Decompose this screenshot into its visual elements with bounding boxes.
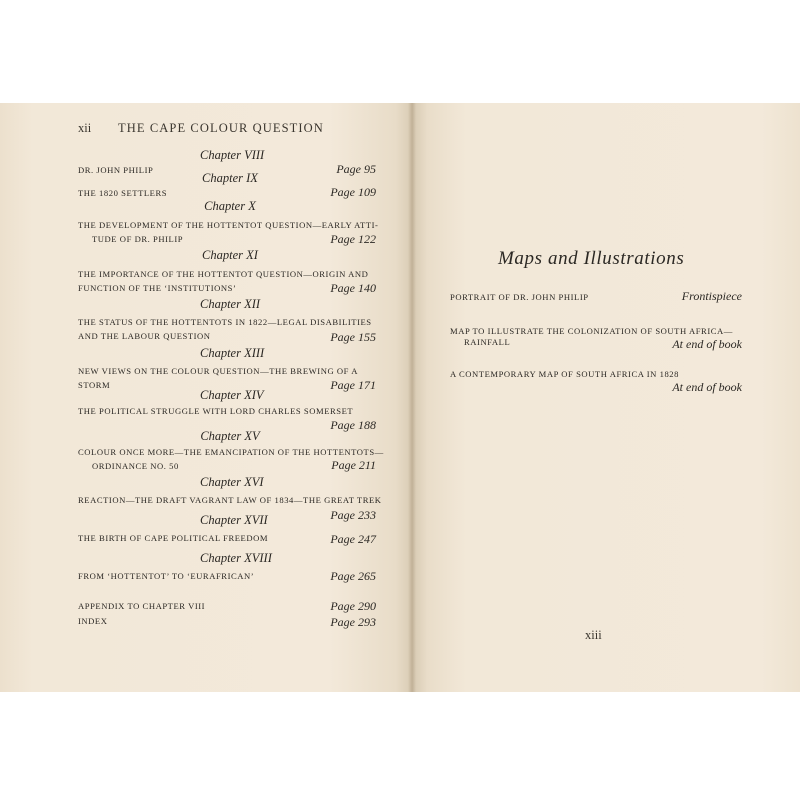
chapter-title-line: FROM ‘HOTTENTOT’ TO ‘EURAFRICAN’	[78, 571, 255, 581]
illustration-location: At end of book	[672, 337, 742, 351]
chapter-title-line: ORDINANCE NO. 50	[92, 461, 179, 471]
chapter-title-line: THE STATUS OF THE HOTTENTOTS IN 1822—LEGAL DISABILITIES	[78, 317, 372, 327]
page-title: Maps and Illustrations	[498, 248, 685, 269]
illustration-line: PORTRAIT OF DR. JOHN PHILIP	[450, 292, 589, 302]
chapter-title-line: THE DEVELOPMENT OF THE HOTTENTOT QUESTION—EARLY ATTI-	[78, 220, 379, 230]
chapter-heading: Chapter X	[204, 199, 256, 213]
page-number: Page 293	[330, 615, 376, 629]
chapter-title-line: COLOUR ONCE MORE—THE EMANCIPATION OF THE HOTTENTOTS—	[78, 447, 384, 457]
chapter-title-line: FUNCTION OF THE ‘INSTITUTIONS’	[78, 283, 237, 293]
page-number: Page 171	[330, 378, 376, 392]
page-number: Page 109	[330, 185, 376, 199]
page-number: Page 95	[336, 162, 376, 176]
running-head: THE CAPE COLOUR QUESTION	[118, 121, 324, 135]
illustration-location: Frontispiece	[681, 289, 742, 303]
appendix-label: APPENDIX TO CHAPTER VIII	[78, 601, 206, 611]
chapter-heading: Chapter XVIII	[200, 551, 272, 565]
book-spread	[0, 103, 800, 692]
illustration-location: At end of book	[672, 380, 742, 394]
chapter-heading: Chapter XIV	[200, 388, 264, 402]
page-number: Page 233	[330, 508, 376, 522]
chapter-heading: Chapter XV	[200, 429, 260, 443]
left-folio: xii	[78, 121, 92, 135]
chapter-heading: Chapter XVI	[200, 475, 264, 489]
chapter-heading: Chapter XVII	[200, 513, 268, 527]
chapter-title-line: NEW VIEWS ON THE COLOUR QUESTION—THE BREWING OF A	[78, 366, 358, 376]
chapter-title-line: AND THE LABOUR QUESTION	[78, 331, 211, 341]
chapter-title-line: THE IMPORTANCE OF THE HOTTENTOT QUESTION—ORIGIN AND	[78, 269, 369, 279]
chapter-title-line: REACTION—THE DRAFT VAGRANT LAW OF 1834—THE GREAT TREK	[78, 495, 382, 505]
illustration-line: RAINFALL	[464, 337, 511, 347]
book-gutter	[408, 103, 416, 692]
chapter-heading: Chapter XII	[200, 297, 261, 311]
chapter-title-line: THE 1820 SETTLERS	[78, 188, 168, 198]
chapter-heading: Chapter XIII	[200, 346, 265, 360]
page-number: Page 211	[331, 458, 376, 472]
chapter-title-line: THE POLITICAL STRUGGLE WITH LORD CHARLES SOMERSET	[78, 406, 354, 416]
page-number: Page 290	[330, 599, 376, 613]
chapter-title-line: STORM	[78, 380, 111, 390]
page-number: Page 247	[330, 532, 376, 546]
chapter-heading: Chapter XI	[202, 248, 258, 262]
page-number: Page 265	[330, 569, 376, 583]
chapter-heading: Chapter IX	[202, 171, 258, 185]
index-label: INDEX	[78, 616, 108, 626]
left-page	[0, 103, 412, 692]
page-number: Page 122	[330, 232, 376, 246]
right-folio: xiii	[585, 628, 602, 642]
right-page	[412, 103, 800, 692]
page-number: Page 188	[330, 418, 376, 432]
chapter-title-line: DR. JOHN PHILIP	[78, 165, 154, 175]
chapter-heading: Chapter VIII	[200, 148, 265, 162]
page-number: Page 140	[330, 281, 376, 295]
page-number: Page 155	[330, 330, 376, 344]
illustration-line: A CONTEMPORARY MAP OF SOUTH AFRICA IN 1828	[450, 369, 679, 379]
chapter-title-line: TUDE OF DR. PHILIP	[92, 234, 184, 244]
illustration-line: MAP TO ILLUSTRATE THE COLONIZATION OF SOUTH AFRICA—	[450, 326, 733, 336]
chapter-title-line: THE BIRTH OF CAPE POLITICAL FREEDOM	[78, 533, 269, 543]
